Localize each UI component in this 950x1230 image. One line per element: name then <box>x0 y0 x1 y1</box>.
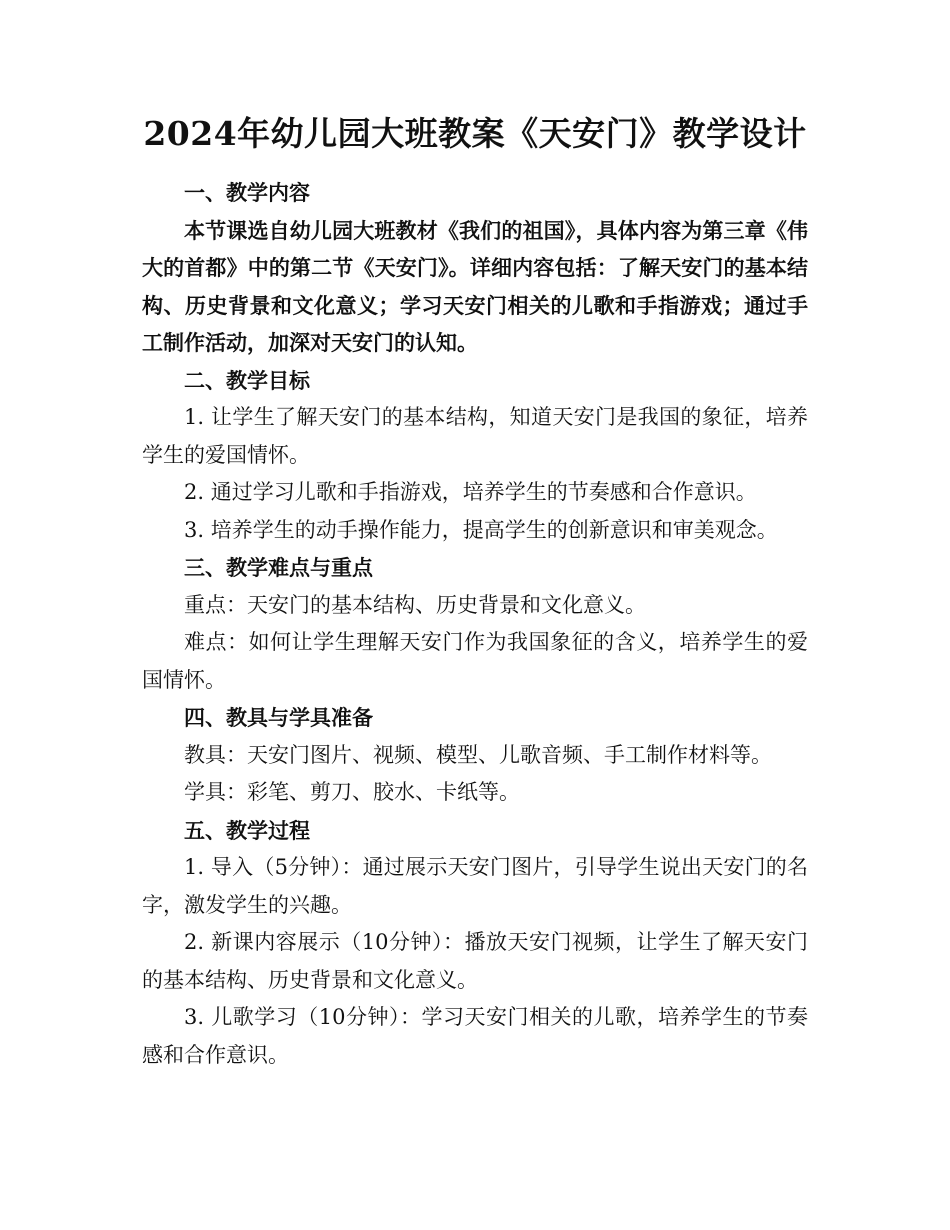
process-step-2: 2. 新课内容展示（10分钟）：播放天安门视频，让学生了解天安门的基本结构、历史背景和文化意义。 <box>142 930 808 992</box>
section-heading-key-points: 三、教学难点与重点 <box>184 555 373 580</box>
objective-item-2: 2. 通过学习儿歌和手指游戏，培养学生的节奏感和合作意识。 <box>184 480 757 504</box>
objective-item-1: 1. 让学生了解天安门的基本结构，知道天安门是我国的象征，培养学生的爱国情怀。 <box>142 405 808 467</box>
process-step-3: 3. 儿歌学习（10分钟）：学习天安门相关的儿歌，培养学生的节奏感和合作意识。 <box>142 1005 808 1067</box>
key-point-difficulty: 难点：如何让学生理解天安门作为我国象征的含义，培养学生的爱国情怀。 <box>142 630 808 692</box>
objective-item-3: 3. 培养学生的动手操作能力，提高学生的创新意识和审美观念。 <box>184 517 778 542</box>
section-heading-materials: 四、教具与学具准备 <box>184 705 373 730</box>
key-point-focus: 重点：天安门的基本结构、历史背景和文化意义。 <box>184 592 646 617</box>
section-heading-objectives: 二、教学目标 <box>184 367 310 393</box>
document-body <box>142 112 808 1074</box>
section-heading-content: 一、教学内容 <box>184 180 310 205</box>
teaching-aids: 教具：天安门图片、视频、模型、儿歌音频、手工制作材料等。 <box>184 742 772 767</box>
section-heading-process: 五、教学过程 <box>184 817 310 843</box>
paragraph-content-description: 本节课选自幼儿园大班教材《我们的祖国》，具体内容为第三章《伟大的首都》中的第二节《天安门》。详细内容包括：了解天安门的基本结构、历史背景和文化意义；学习天安门相关的儿歌和手指游戏；通过手工制作活动，加深对天安门的认知。 <box>142 217 808 355</box>
learning-aids: 学具：彩笔、剪刀、胶水、卡纸等。 <box>184 780 520 804</box>
document-title: 2024年幼儿园大班教案《天安门》教学设计 <box>143 114 807 153</box>
process-step-1: 1. 导入（5分钟）：通过展示天安门图片，引导学生说出天安门的名字，激发学生的兴趣。 <box>142 855 808 917</box>
